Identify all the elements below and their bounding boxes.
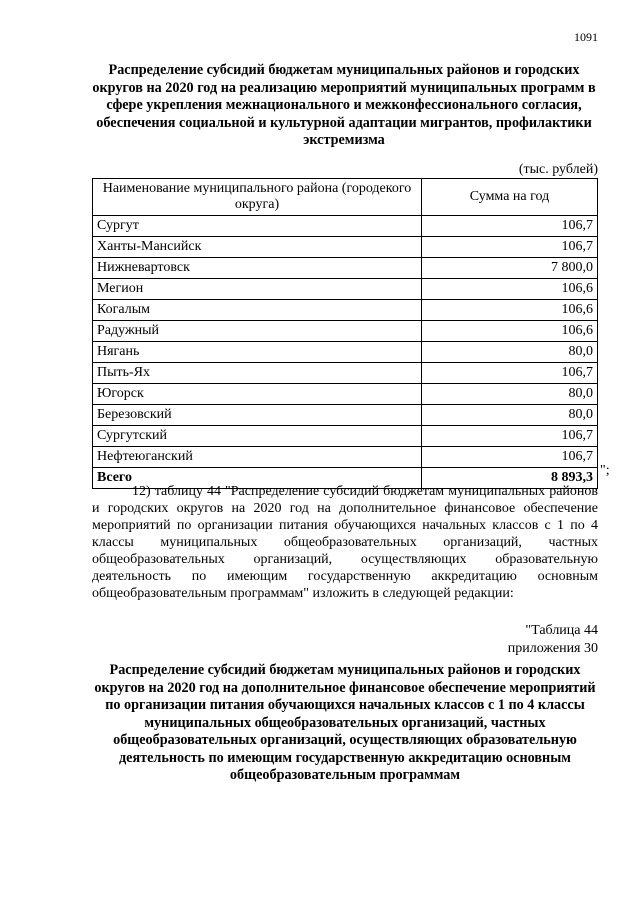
row-sum: 7 800,0	[422, 258, 598, 279]
closing-quote-mark: ";	[600, 463, 610, 478]
row-sum: 106,6	[422, 279, 598, 300]
row-name: Радужный	[93, 321, 422, 342]
table-row	[93, 363, 598, 384]
units-label: (тыс. рублей)	[518, 162, 598, 177]
row-sum: 80,0	[422, 342, 598, 363]
table-row	[93, 426, 598, 447]
table-row	[93, 447, 598, 468]
row-sum: 106,6	[422, 321, 598, 342]
table-row	[93, 342, 598, 363]
row-name: Сургутский	[93, 426, 422, 447]
header-name: Наименование муниципального района (городекого округа)	[93, 179, 422, 216]
row-name: Пыть-Ях	[93, 363, 422, 384]
document-title: Распределение субсидий бюджетам муниципальных районов и городских округов на 2020 год на реализацию мероприятий муниципальных программ в сфере укрепления межнационального и межконфессионального согласия, обеспечения социальной и культурной адаптации мигрантов, профилактики экстремизма	[92, 62, 596, 148]
table-row	[93, 384, 598, 405]
row-name: Березовский	[93, 405, 422, 426]
table-row	[93, 279, 598, 300]
row-name: Когалым	[93, 300, 422, 321]
table-row	[93, 300, 598, 321]
table-row	[93, 405, 598, 426]
amendment-paragraph: 12) таблицу 44 "Распределение субсидий бюджетам муниципальных районов и городских округов на 2020 год на дополнительное финансовое обеспечение мероприятий по организации питания обучающихся начальных классов с 1 по 4 классы муниципальных общеобразовательных организаций, частных общеобразовательных организаций, осуществляющих образовательную деятельность по имеющим государственную аккредитацию основным общеобразовательным программам" изложить в следующей редакции:	[92, 484, 598, 601]
subsidy-table	[92, 178, 598, 489]
header-sum: Сумма на год	[422, 179, 598, 216]
row-sum: 106,7	[422, 216, 598, 237]
row-name: Югорск	[93, 384, 422, 405]
page-number: 1091	[574, 30, 598, 44]
table-header-row	[93, 179, 598, 216]
table-row	[93, 321, 598, 342]
row-name: Нефтеюганский	[93, 447, 422, 468]
row-sum: 106,7	[422, 447, 598, 468]
row-name: Ханты-Мансийск	[93, 237, 422, 258]
row-name: Мегион	[93, 279, 422, 300]
table-ref-line2: приложения 30	[507, 641, 598, 656]
total-sum: 8 893,3	[422, 468, 598, 489]
total-label: Всего	[93, 468, 422, 489]
table-row	[93, 237, 598, 258]
row-sum: 106,7	[422, 237, 598, 258]
second-title: Распределение субсидий бюджетам муниципальных районов и городских округов на 2020 год на дополнительное финансовое обеспечение мероприятий по организации питания обучающихся начальных классов с 1 по 4 классы муниципальных общеобразовательных организаций, частных общеобразовательных организаций, осуществляющих образовательную деятельность по имеющим государственную аккредитацию основным общеобразовательным программам	[94, 662, 596, 783]
table-ref-line1: "Таблица 44	[525, 623, 598, 638]
row-name: Нижневартовск	[93, 258, 422, 279]
row-name: Сургут	[93, 216, 422, 237]
row-sum: 106,7	[422, 363, 598, 384]
row-sum: 106,7	[422, 426, 598, 447]
table-reference	[468, 622, 598, 658]
row-name: Нягань	[93, 342, 422, 363]
table-row	[93, 216, 598, 237]
row-sum: 80,0	[422, 384, 598, 405]
row-sum: 106,6	[422, 300, 598, 321]
table-row	[93, 258, 598, 279]
row-sum: 80,0	[422, 405, 598, 426]
